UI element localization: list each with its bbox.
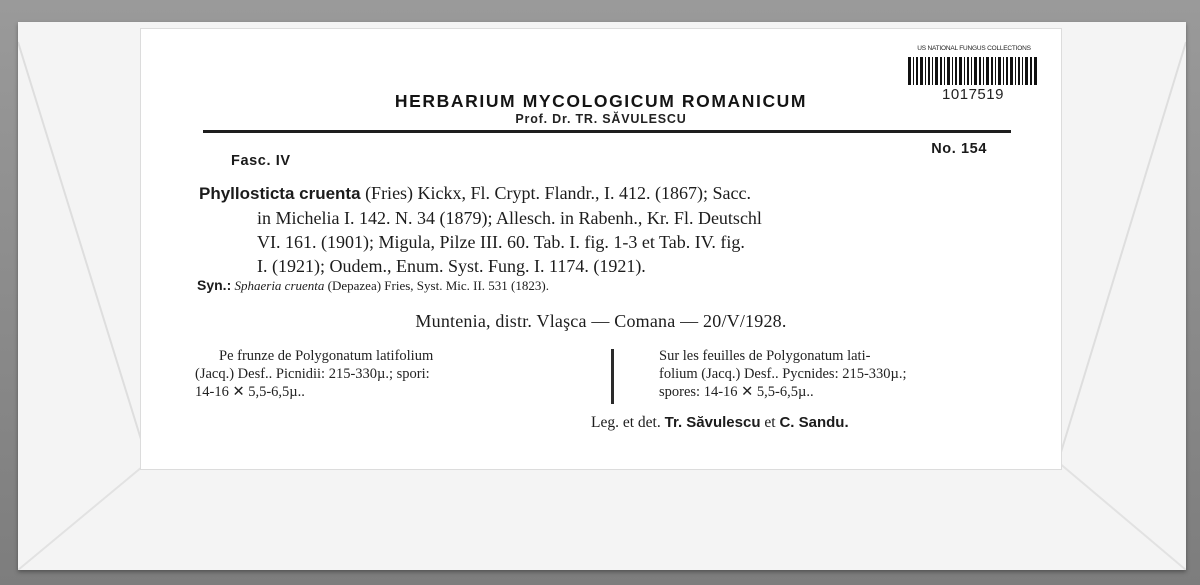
herbarium-label <box>140 28 1062 470</box>
description-romanian <box>195 347 433 401</box>
collection-locality: Muntenia, distr. Vlaşca — Comana — 20/V/1928. <box>415 311 787 331</box>
collectors-prefix: Leg. et det. <box>591 414 665 431</box>
description-ro-line-2: (Jacq.) Desf.. Picnidii: 215-330µ.; spori: <box>195 366 430 382</box>
citation-line-4: I. (1921); Oudem., Enum. Syst. Fung. I. 1174. (1921). <box>257 256 646 276</box>
description-ro-line-1: Pe frunze de Polygonatum latifolium <box>219 348 434 364</box>
description-french <box>659 347 907 401</box>
synonym-reference: (Depazea) Fries, Syst. Mic. II. 531 (1823). <box>324 278 549 293</box>
synonym-name: Sphaeria cruenta <box>234 278 325 293</box>
citation-line-3: VI. 161. (1901); Migula, Pilze III. 60. Tab. I. fig. 1-3 et Tab. IV. fig. <box>257 232 745 252</box>
fascicle-label: Fasc. IV <box>231 153 291 169</box>
catalog-number: 1017519 <box>942 86 1004 103</box>
species-name: Phyllosticta cruenta <box>199 184 361 203</box>
description-ro-line-3: 14-16 ✕ 5,5-6,5µ.. <box>195 384 305 400</box>
citation-line-2: in Michelia I. 142. N. 34 (1879); Allesch. in Rabenh., Kr. Fl. Deutschl <box>257 208 762 228</box>
collector-1: Tr. Săvulescu <box>664 414 761 431</box>
herbarium-editor: Prof. Dr. TR. SĂVULESCU <box>515 112 687 126</box>
citation-authority: (Fries) Kickx, Fl. Crypt. Flandr., I. 412. (1867); Sacc. <box>360 183 752 203</box>
column-divider <box>611 349 614 404</box>
herbarium-title: HERBARIUM MYCOLOGICUM ROMANICUM <box>394 91 808 111</box>
synonym-label: Syn.: <box>197 277 232 293</box>
barcode-icon <box>908 57 1038 85</box>
header-rule <box>203 130 1011 133</box>
description-fr-line-2: folium (Jacq.) Desf.. Pycnides: 215-330µ.; <box>659 366 907 382</box>
citation-line-1 <box>199 181 1025 206</box>
taxon-citation <box>199 181 1025 278</box>
collector-2: C. Sandu. <box>779 414 849 431</box>
exsiccata-number: No. 154 <box>931 141 987 157</box>
barcode-caption: US NATIONAL FUNGUS COLLECTIONS <box>917 45 1031 52</box>
collectors-line <box>591 414 849 432</box>
description-fr-line-3: spores: 14-16 ✕ 5,5-6,5µ.. <box>659 384 814 400</box>
collectors-joiner: et <box>760 414 780 431</box>
synonym-line <box>197 277 549 294</box>
description-fr-line-1: Sur les feuilles de Polygonatum lati- <box>659 348 871 364</box>
